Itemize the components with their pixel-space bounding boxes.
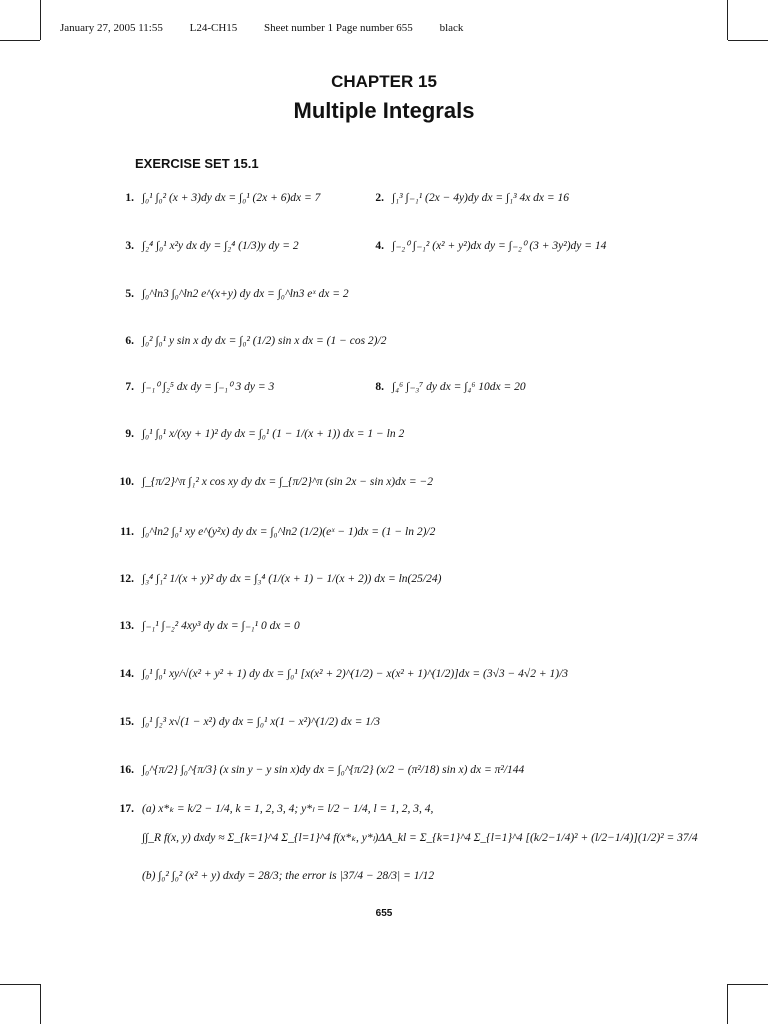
exercise-equation: ∫₀¹ ∫₀¹ x/(xy + 1)² dy dx = ∫₀¹ (1 − 1/(x + 1)) dx = 1 − ln 2: [142, 428, 405, 440]
exercise-equation: (a) x*ₖ = k/2 − 1/4, k = 1, 2, 3, 4; y*ₗ = l/2 − 1/4, l = 1, 2, 3, 4,: [142, 803, 434, 815]
exercise-number: 14.: [119, 668, 134, 680]
header-sheet: Sheet number 1 Page number 655: [264, 22, 413, 34]
exercise-equation: ∫₁³ ∫₋₁¹ (2x − 4y)dy dx = ∫₁³ 4x dx = 16: [392, 192, 570, 204]
exercise-number: 2.: [375, 192, 384, 204]
exercise-number: 4.: [375, 240, 384, 252]
exercise-equation: ∫₀^{π/2} ∫₀^{π/3} (x sin y − y sin x)dy dx = ∫₀^{π/2} (x/2 − (π²/18) sin x) dx = π²/144: [142, 764, 525, 776]
page-number: 655: [375, 908, 393, 919]
exercise-item: [112, 618, 300, 632]
exercise-number: 1.: [125, 192, 134, 204]
crop-mark: [727, 984, 728, 1024]
exercise-equation: ∫₄⁶ ∫₋₃⁷ dy dx = ∫₄⁶ 10dx = 20: [392, 381, 526, 393]
exercise-number: 3.: [125, 240, 134, 252]
exercise-equation: ∫₂⁴ ∫₀¹ x²y dx dy = ∫₂⁴ (1/3)y dy = 2: [142, 240, 299, 252]
exercise-number: 9.: [125, 428, 134, 440]
crop-mark: [728, 984, 768, 985]
crop-mark: [727, 0, 728, 40]
header-date: January 27, 2005 11:55: [60, 22, 163, 34]
exercise-item: [112, 801, 433, 815]
exercise-equation: ∫₋₁¹ ∫₋₂² 4xy³ dy dx = ∫₋₁¹ 0 dx = 0: [142, 620, 300, 632]
exercise-item: [112, 333, 386, 347]
exercise-item: [112, 714, 380, 728]
exercise-equation: ∫₀^ln3 ∫₀^ln2 e^(x+y) dy dx = ∫₀^ln3 eˣ dx = 2: [142, 288, 349, 300]
exercise-item: [362, 238, 606, 252]
crop-mark: [40, 0, 41, 40]
exercise-equation: (b) ∫₀² ∫₀² (x² + y) dxdy = 28/3; the error is |37/4 − 28/3| = 1/12: [142, 870, 435, 882]
page-title: Multiple Integrals: [293, 98, 475, 123]
exercise-number: 7.: [125, 381, 134, 393]
exercise-item: [112, 474, 433, 488]
header-color: black: [439, 22, 464, 34]
crop-mark: [40, 984, 41, 1024]
exercise-equation: ∫₃⁴ ∫₁² 1/(x + y)² dy dx = ∫₃⁴ (1/(x + 1) − 1/(x + 2)) dx = ln(25/24): [142, 573, 442, 585]
exercise-number: 16.: [119, 764, 134, 776]
exercise-item: [112, 426, 404, 440]
exercise-number: 12.: [119, 573, 134, 585]
exercise-equation: ∫₀¹ ∫₀¹ xy/√(x² + y² + 1) dy dx = ∫₀¹ [x(x² + 2)^(1/2) − x(x² + 1)^(1/2)]dx = (3√3 − 4√2 + 1)/3: [142, 668, 569, 680]
exercise-item: [112, 524, 435, 538]
header-code: L24-CH15: [189, 22, 238, 34]
crop-mark: [728, 40, 768, 41]
exercise-item: [112, 238, 299, 252]
exercise-equation: ∫_{π/2}^π ∫₁² x cos xy dy dx = ∫_{π/2}^π (sin 2x − sin x)dx = −2: [142, 476, 434, 488]
exercise-item: [362, 190, 569, 204]
exercise-number: 6.: [125, 335, 134, 347]
exercise-number: 10.: [119, 476, 134, 488]
exercise-item: [112, 666, 568, 680]
exercise-item: [362, 379, 526, 393]
exercise-number: 11.: [120, 526, 134, 538]
exercise-item: [112, 762, 524, 776]
crop-mark: [0, 40, 40, 41]
exercise-number: 13.: [119, 620, 134, 632]
exercise-item: [112, 379, 274, 393]
exercise-item: [112, 190, 320, 204]
exercise-equation: ∫₀¹ ∫₀² (x + 3)dy dx = ∫₀¹ (2x + 6)dx = 7: [142, 192, 321, 204]
exercise-number: 15.: [119, 716, 134, 728]
exercise-set-title: EXERCISE SET 15.1: [135, 156, 259, 171]
crop-mark: [0, 984, 40, 985]
exercise-number: 17.: [119, 803, 134, 815]
print-header: [60, 22, 487, 34]
exercise-equation: ∫₀² ∫₀¹ y sin x dy dx = ∫₀² (1/2) sin x dx = (1 − cos 2)/2: [142, 335, 387, 347]
exercise-number: 5.: [125, 288, 134, 300]
exercise-equation: ∫₀¹ ∫₂³ x√(1 − x²) dy dx = ∫₀¹ x(1 − x²)^(1/2) dx = 1/3: [142, 716, 380, 728]
exercise-equation: ∫₋₁⁰ ∫₂⁵ dx dy = ∫₋₁⁰ 3 dy = 3: [142, 381, 275, 393]
exercise-equation: ∫₋₂⁰ ∫₋₁² (x² + y²)dx dy = ∫₋₂⁰ (3 + 3y²)dy = 14: [392, 240, 607, 252]
exercise-number: 8.: [375, 381, 384, 393]
chapter-label: CHAPTER 15: [331, 72, 437, 91]
exercise-item: [112, 868, 434, 882]
exercise-item: [112, 830, 698, 844]
exercise-item: [112, 286, 349, 300]
exercise-equation: ∫₀^ln2 ∫₀¹ xy e^(y²x) dy dx = ∫₀^ln2 (1/2)(eˣ − 1)dx = (1 − ln 2)/2: [142, 526, 436, 538]
exercise-equation: ∫∫_R f(x, y) dxdy ≈ Σ_{k=1}^4 Σ_{l=1}^4 f(x*ₖ, y*ₗ)ΔA_kl = Σ_{k=1}^4 Σ_{l=1}^4 [(k/2−1/4)² + (l/2−1/4)](1/2)² = 37/4: [142, 832, 698, 844]
exercise-item: [112, 571, 441, 585]
